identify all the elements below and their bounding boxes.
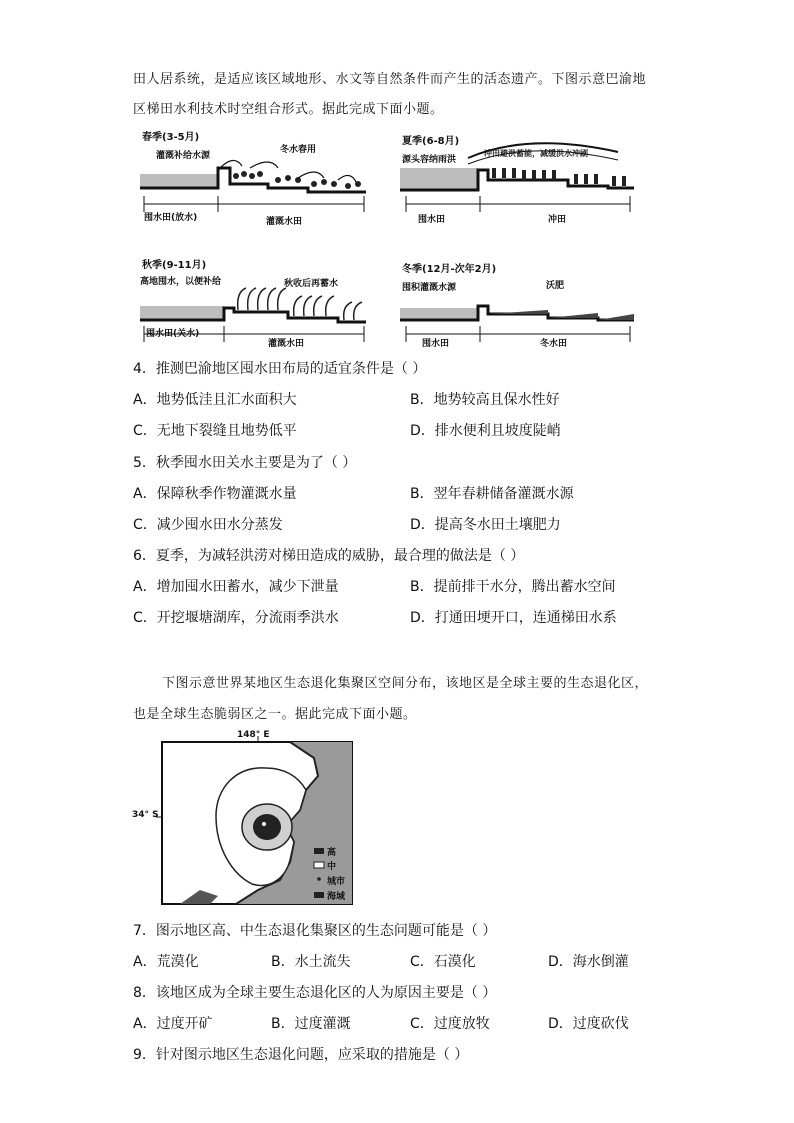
diagram-note: 灌溉补给水源 [156, 151, 211, 161]
diagram-note: 秋收后再蓄水 [284, 279, 339, 289]
field-label-right: 冬水田 [540, 339, 568, 349]
question-5-option-a[interactable]: A．保障秋季作物灌溉水量 [133, 486, 297, 502]
field-label-left: 囤水田(放水) [144, 213, 198, 223]
question-6-stem: 6．夏季，为减轻洪涝对梯田造成的威胁，最合理的做法是（ ） [133, 548, 525, 564]
intro-line-1: 田人居系统，是适应该区域地形、水文等自然条件而产生的活态遗产。下图示意巴渝地 [133, 72, 647, 87]
field-label-left: 囤水田 [422, 339, 450, 349]
diagram-spring [138, 128, 370, 230]
question-6-option-d[interactable]: D．打通田埂开口，连通梯田水系 [410, 610, 617, 626]
question-5-option-c[interactable]: C．减少囤水田水分蒸发 [133, 517, 283, 533]
diagram-note: 囤积灌溉水源 [402, 283, 457, 293]
question-7-option-b[interactable]: B．水土流失 [271, 954, 351, 970]
legend-city: 城市 [327, 877, 346, 887]
question-7-stem: 7．图示地区高、中生态退化集聚区的生态问题可能是（ ） [133, 923, 497, 939]
legend-sea: 海域 [327, 892, 346, 902]
question-4-stem: 4．推测巴渝地区囤水田布局的适宜条件是（ ） [133, 361, 427, 377]
question-4-option-b[interactable]: B．地势较高且保水性好 [410, 392, 560, 408]
question-7-option-d[interactable]: D．海水倒灌 [548, 954, 629, 970]
question-8-option-a[interactable]: A．过度开矿 [133, 1016, 213, 1032]
intro2-line-2: 也是全球生态脆弱区之一。据此完成下面小题。 [133, 707, 417, 722]
season-label: 春季(3-5月) [142, 132, 200, 143]
diagram-autumn [138, 256, 370, 352]
question-4-option-c[interactable]: C．无地下裂缝且地势低平 [133, 423, 297, 439]
field-label-right: 灌溉水田 [268, 339, 305, 349]
field-label-left: 囤水田(关水) [146, 329, 200, 339]
question-7-option-c[interactable]: C．石漠化 [410, 954, 476, 970]
question-5-stem: 5．秋季囤水田关水主要是为了（ ） [133, 455, 357, 471]
question-8-option-b[interactable]: B．过度灌溉 [271, 1016, 351, 1032]
diagram-note: 冲田避洪蓄能，减缓洪水冲刷 [484, 149, 588, 158]
diagram-winter [398, 256, 638, 352]
season-label: 冬季(12月-次年2月) [402, 264, 497, 275]
question-6-option-b[interactable]: B．提前排干水分，腾出蓄水空间 [410, 579, 616, 595]
field-label-right: 冲田 [548, 215, 567, 225]
season-label: 夏季(6-8月) [402, 136, 460, 147]
question-6-option-c[interactable]: C．开挖堰塘湖库，分流雨季洪水 [133, 610, 339, 626]
legend-high: 高 [327, 848, 337, 858]
diagram-note: 高地囤水，以便补给 [140, 277, 222, 287]
question-4-option-a[interactable]: A．地势低洼且汇水面积大 [133, 392, 297, 408]
question-9-stem: 9．针对图示地区生态退化问题，应采取的措施是（ ） [133, 1047, 469, 1063]
question-8-option-c[interactable]: C．过度放牧 [410, 1016, 490, 1032]
field-label-right: 灌溉水田 [266, 217, 303, 227]
longitude-label: 148° E [237, 730, 270, 740]
diagram-note: 冬水春用 [280, 145, 317, 155]
question-8-stem: 8．该地区成为全球主要生态退化区的人为原因主要是（ ） [133, 985, 497, 1001]
field-label-left: 囤水田 [418, 215, 446, 225]
question-8-option-d[interactable]: D．过度砍伐 [548, 1016, 629, 1032]
intro2-line-1: 下图示意世界某地区生态退化集聚区空间分布，该地区是全球主要的生态退化区， [162, 676, 649, 691]
map-graphic [140, 730, 358, 908]
question-5-option-d[interactable]: D．提高冬水田土壤肥力 [410, 517, 561, 533]
latitude-label: 34° S [132, 810, 159, 820]
intro-line-2: 区梯田水利技术时空组合形式。据此完成下面小题。 [133, 102, 444, 117]
question-7-option-a[interactable]: A．荒漠化 [133, 954, 199, 970]
question-6-option-a[interactable]: A．增加囤水田蓄水，减少下泄量 [133, 579, 339, 595]
question-4-option-d[interactable]: D．排水便利且坡度陡峭 [410, 423, 561, 439]
legend-medium: 中 [327, 862, 337, 872]
diagram-note: 沃肥 [546, 281, 565, 291]
diagram-note: 源头容纳雨洪 [402, 155, 457, 165]
map-figure [132, 730, 358, 908]
question-5-option-b[interactable]: B．翌年春耕储备灌溉水源 [410, 486, 574, 502]
season-label: 秋季(9-11月) [142, 260, 207, 271]
diagram-summer [398, 128, 638, 230]
